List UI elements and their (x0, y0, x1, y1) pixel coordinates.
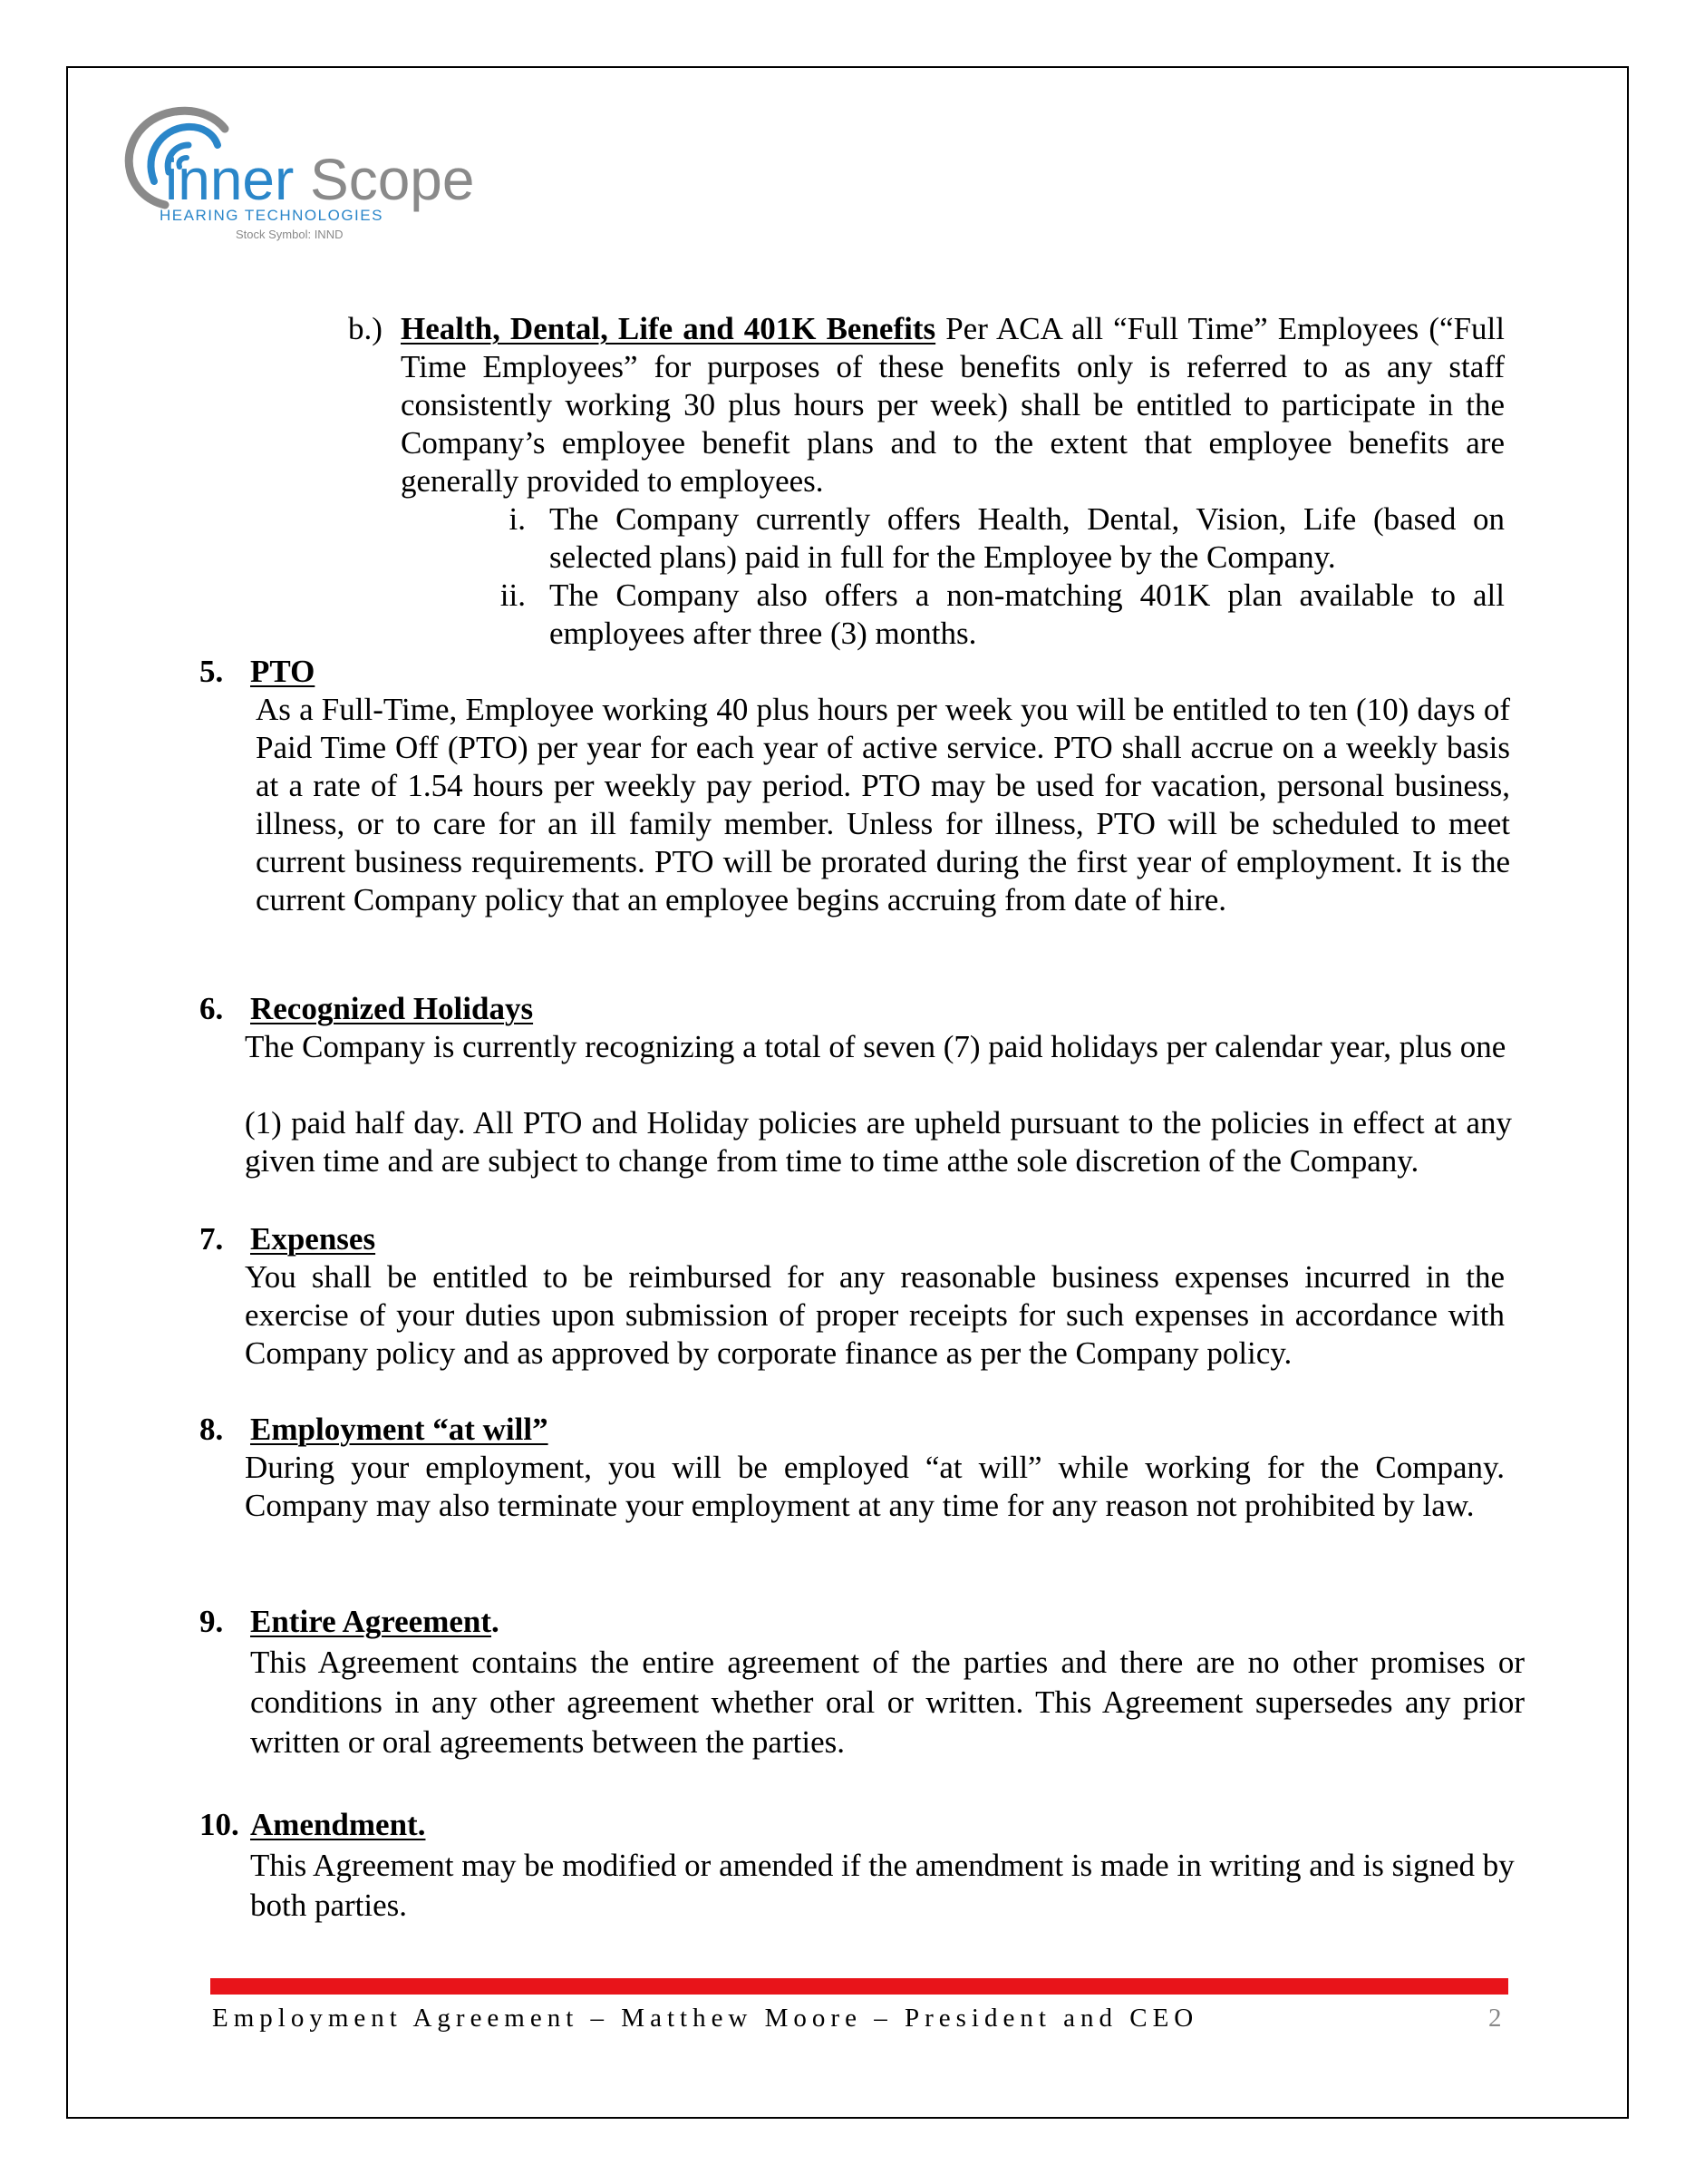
section-6-body-line2: (1) paid half day. All PTO and Holiday policies are upheld pursuant to the policies in effect at any given time and are subject to change from time to time atthe sole discretion of the Company. (245, 1105, 1512, 1179)
section-8-body: During your employment, you will be employed “at will” while working for the Company. Company may also terminate your employment at any time for any reason not prohibited by law. (245, 1450, 1505, 1523)
section-10-body: This Agreement may be modified or amended if the amendment is made in writing and is signed by both parties. (250, 1848, 1515, 1923)
section-6-heading: 6. Recognized Holidays (199, 991, 534, 1026)
footer-rule (210, 1978, 1508, 1995)
section-5-body: As a Full-Time, Employee working 40 plus hours per week you will be entitled to ten (10) days of Paid Time Off (PTO) per year for each year of active service. PTO shall accrue on a weekly basis at a rate of 1.54 hours per weekly pay period. PTO may be used for vacation, personal business, illness, or to care for an ill family member. Unless for illness, PTO will be scheduled to meet current business requirements. PTO will be prorated during the first year of employment. It is the current Company policy that an employee begins accruing from date of hire. (256, 692, 1510, 917)
benefits-title: Health, Dental, Life and 401K Benefits (401, 311, 936, 346)
section-10-heading: 10. Amendment. (199, 1807, 426, 1842)
svg-text:HEARING TECHNOLOGIES: HEARING TECHNOLOGIES (160, 207, 383, 224)
svg-text:Stock Symbol: INND: Stock Symbol: INND (236, 228, 344, 241)
section-8-title: Employment “at will” (250, 1412, 548, 1447)
section-7-body: You shall be entitled to be reimbursed for any reasonable business expenses incurred in the exercise of your duties upon submission of proper receipts for such expenses in accordance with Company policy and as approved by corporate finance as per the Company policy. (245, 1259, 1505, 1371)
section-9-title: Entire Agreement (250, 1604, 492, 1639)
benefits-paragraph (401, 310, 1505, 500)
section-b-marker: b.) (348, 311, 383, 346)
section-10-title: Amendment. (250, 1807, 426, 1842)
benefits-body: Per ACA all “Full Time” Employees (“Full Time Employees” for purposes of these benefits only is referred to as any staff consistently working 30 plus hours per week) shall be entitled to participate in the Company’s employee benefit plans and to the extent that employee benefits are generally provided to employees. (401, 311, 1505, 499)
benefits-item-1-marker: i. (508, 501, 526, 537)
section-7-heading: 7. Expenses (199, 1221, 376, 1257)
benefits-item-1: The Company currently offers Health, Dental, Vision, Life (based on selected plans) paid in full for the Employee by the Company. (549, 501, 1505, 575)
svg-text:Scope: Scope (310, 147, 475, 212)
benefits-item-2-marker: ii. (499, 578, 526, 613)
section-5-heading: 5. PTO (199, 654, 315, 689)
section-5-title: PTO (250, 654, 315, 689)
svg-text:inner: inner (165, 147, 295, 212)
section-9-heading: 9. Entire Agreement. (199, 1604, 499, 1639)
footer-text: Employment Agreement – Matthew Moore – President and CEO (212, 2004, 1199, 2033)
page-number: 2 (1488, 2004, 1502, 2033)
benefits-item-2: The Company also offers a non-matching 401K plan available to all employees after three (3) months. (549, 578, 1505, 651)
section-6-body-line1: The Company is currently recognizing a total of seven (7) paid holidays per calendar year, plus one (245, 1029, 1506, 1064)
section-7-title: Expenses (250, 1221, 376, 1257)
section-6-title: Recognized Holidays (250, 991, 534, 1026)
innerscope-logo (109, 98, 508, 252)
section-8-heading: 8. Employment “at will” (199, 1412, 548, 1447)
section-9-body: This Agreement contains the entire agreement of the parties and there are no other promises or conditions in any other agreement whether oral or written. This Agreement supersedes any prior written or oral agreements between the parties. (250, 1645, 1525, 1760)
